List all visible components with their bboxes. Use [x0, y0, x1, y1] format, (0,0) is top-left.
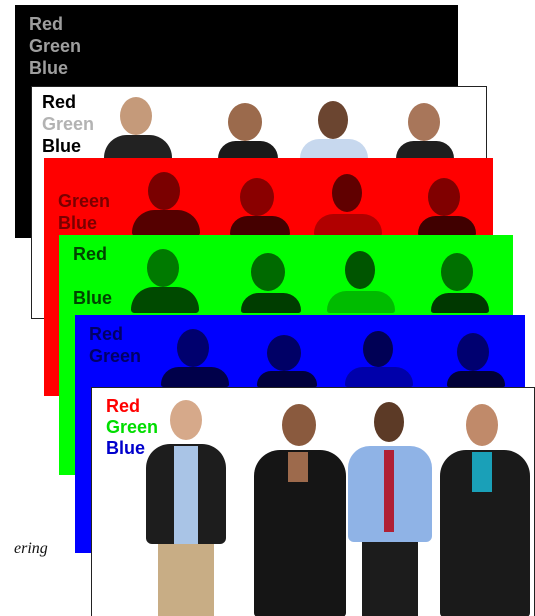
label-green: Green: [106, 417, 159, 437]
person-image: [386, 95, 466, 161]
person-image: [220, 170, 300, 236]
person-image: [408, 170, 488, 236]
card-labels: [73, 243, 112, 309]
card-labels: [89, 323, 141, 367]
card-labels: [42, 91, 94, 157]
caption-text: ering: [14, 540, 48, 557]
person-image: [294, 95, 374, 161]
person-image: [126, 170, 206, 236]
label-green: Green: [89, 346, 142, 366]
person-image: [208, 95, 288, 161]
person-image: [339, 327, 419, 387]
label-blue: Blue: [42, 136, 82, 156]
label-blue: Blue: [29, 58, 69, 78]
person-image: [432, 404, 535, 616]
label-red: Red: [42, 92, 77, 112]
card-labels: [29, 13, 81, 79]
label-red: Red: [106, 396, 141, 416]
person-image: [155, 327, 235, 387]
label-blue: Blue: [106, 438, 146, 458]
person-image: [247, 327, 327, 387]
label-green: Green: [29, 36, 82, 56]
label-red: Red: [89, 324, 124, 344]
full-color-card: [91, 387, 535, 616]
person-image: [342, 402, 438, 616]
label-red: [58, 168, 110, 190]
card-labels: [58, 168, 110, 234]
person-image: [136, 400, 236, 616]
label-blue: Blue: [58, 213, 98, 233]
person-image: [308, 170, 388, 236]
label-red: Red: [73, 244, 108, 264]
person-image: [244, 404, 354, 616]
label-blue: Blue: [73, 288, 113, 308]
person-image: [98, 95, 178, 161]
label-green: [73, 265, 112, 287]
person-image: [321, 247, 401, 313]
person-image: [437, 327, 517, 387]
person-image: [231, 247, 311, 313]
label-green: Green: [58, 191, 111, 211]
label-red: Red: [29, 14, 64, 34]
label-green: Green: [42, 114, 95, 134]
person-image: [125, 247, 205, 313]
person-image: [421, 247, 501, 313]
